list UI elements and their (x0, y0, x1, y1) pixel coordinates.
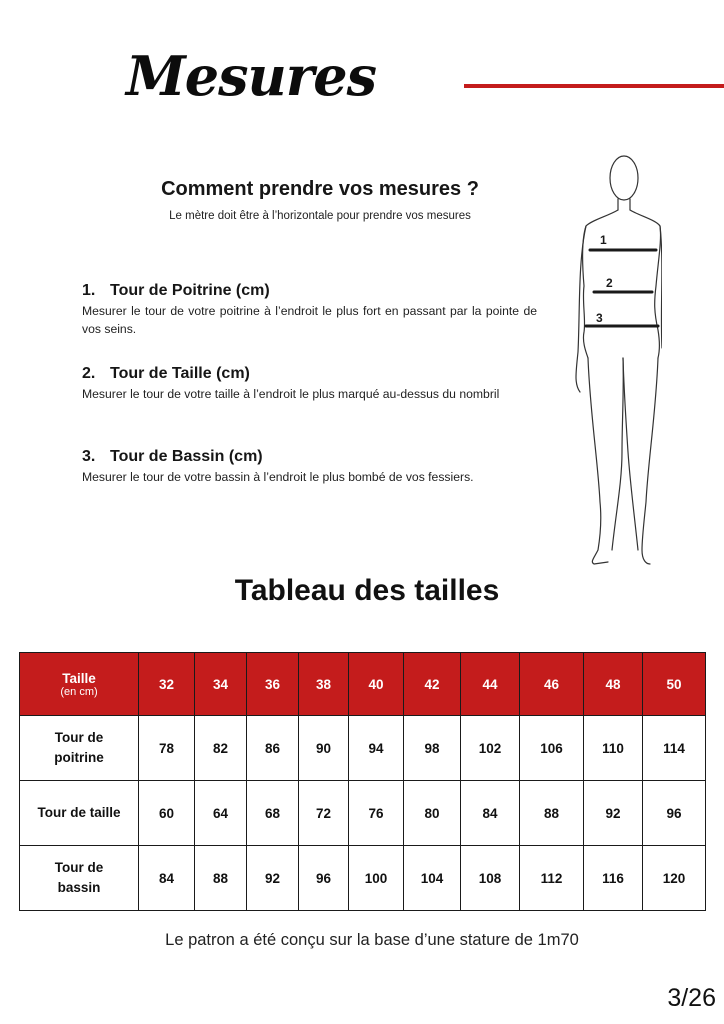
size-cell: 36 (247, 653, 299, 716)
row-label-line: Tour de taille (37, 805, 121, 820)
size-header-cell (20, 653, 139, 716)
size-cell: 34 (195, 653, 247, 716)
instruction-title: Tour de Taille (cm) (110, 365, 250, 382)
table-cell: 112 (520, 846, 584, 911)
table-cell: 64 (195, 781, 247, 846)
row-label-hips (20, 846, 139, 911)
table-cell: 72 (299, 781, 349, 846)
table-cell: 84 (461, 781, 520, 846)
size-header-unit: (en cm) (60, 685, 98, 698)
table-cell: 100 (349, 846, 404, 911)
table-cell: 96 (299, 846, 349, 911)
figure-label-2: 2 (606, 276, 613, 290)
howto-subtitle: Le mètre doit être à l’horizontale pour prendre vos mesures (169, 210, 471, 222)
row-label-chest (20, 716, 139, 781)
size-table-title: Tableau des tailles (234, 574, 500, 607)
table-cell: 80 (404, 781, 461, 846)
stature-footnote: Le patron a été conçu sur la base d’une stature de 1m70 (165, 931, 579, 949)
table-cell: 86 (247, 716, 299, 781)
size-cell: 32 (139, 653, 195, 716)
table-cell: 94 (349, 716, 404, 781)
page-title: Mesures (126, 44, 377, 108)
size-header-label: Taille (62, 670, 96, 686)
instruction-number: 3. (82, 448, 96, 465)
table-cell: 92 (584, 781, 643, 846)
table-cell: 104 (404, 846, 461, 911)
table-cell: 98 (404, 716, 461, 781)
figure-label-1: 1 (600, 233, 607, 247)
table-header-row (20, 653, 706, 716)
table-cell: 60 (139, 781, 195, 846)
size-cell: 38 (299, 653, 349, 716)
table-cell: 76 (349, 781, 404, 846)
row-label-line: Tour de (54, 730, 104, 745)
title-accent-rule (464, 84, 724, 88)
row-label-line: bassin (57, 880, 101, 895)
row-label-line: poitrine (54, 750, 104, 765)
table-cell: 120 (643, 846, 706, 911)
size-cell: 48 (584, 653, 643, 716)
table-cell: 116 (584, 846, 643, 911)
instruction-title: Tour de Poitrine (cm) (110, 282, 270, 299)
instruction-chest (82, 282, 537, 338)
table-cell: 68 (247, 781, 299, 846)
table-cell: 84 (139, 846, 195, 911)
instruction-text: Mesurer le tour de votre poitrine à l’endroit le plus fort en passant par la pointe de vos seins. (82, 304, 537, 336)
table-cell: 88 (195, 846, 247, 911)
howto-title: Comment prendre vos mesures ? (161, 178, 479, 200)
size-table (19, 652, 706, 911)
table-row (20, 846, 706, 911)
instruction-waist (82, 365, 537, 403)
table-cell: 108 (461, 846, 520, 911)
table-row (20, 716, 706, 781)
body-silhouette-icon (568, 152, 662, 572)
instruction-number: 1. (82, 282, 96, 299)
instruction-title: Tour de Bassin (cm) (110, 448, 263, 465)
instruction-hips (82, 448, 537, 486)
table-cell: 92 (247, 846, 299, 911)
instruction-heading (82, 282, 537, 300)
row-label-line: Tour de (54, 860, 104, 875)
instruction-heading (82, 365, 537, 383)
table-cell: 110 (584, 716, 643, 781)
row-label-waist (20, 781, 139, 846)
table-cell: 114 (643, 716, 706, 781)
table-cell: 78 (139, 716, 195, 781)
table-cell: 88 (520, 781, 584, 846)
table-cell: 102 (461, 716, 520, 781)
size-cell: 40 (349, 653, 404, 716)
instruction-number: 2. (82, 365, 96, 382)
table-row (20, 781, 706, 846)
instruction-text: Mesurer le tour de votre bassin à l’endroit le plus bombé de vos fessiers. (82, 470, 474, 484)
size-cell: 46 (520, 653, 584, 716)
size-cell: 42 (404, 653, 461, 716)
instruction-text: Mesurer le tour de votre taille à l’endroit le plus marqué au-dessus du nombril (82, 387, 500, 401)
page-number: 3/26 (667, 984, 716, 1012)
table-cell: 96 (643, 781, 706, 846)
size-cell: 44 (461, 653, 520, 716)
table-cell: 106 (520, 716, 584, 781)
table-cell: 82 (195, 716, 247, 781)
instruction-heading (82, 448, 537, 466)
size-cell: 50 (643, 653, 706, 716)
figure-label-3: 3 (596, 311, 603, 325)
table-cell: 90 (299, 716, 349, 781)
